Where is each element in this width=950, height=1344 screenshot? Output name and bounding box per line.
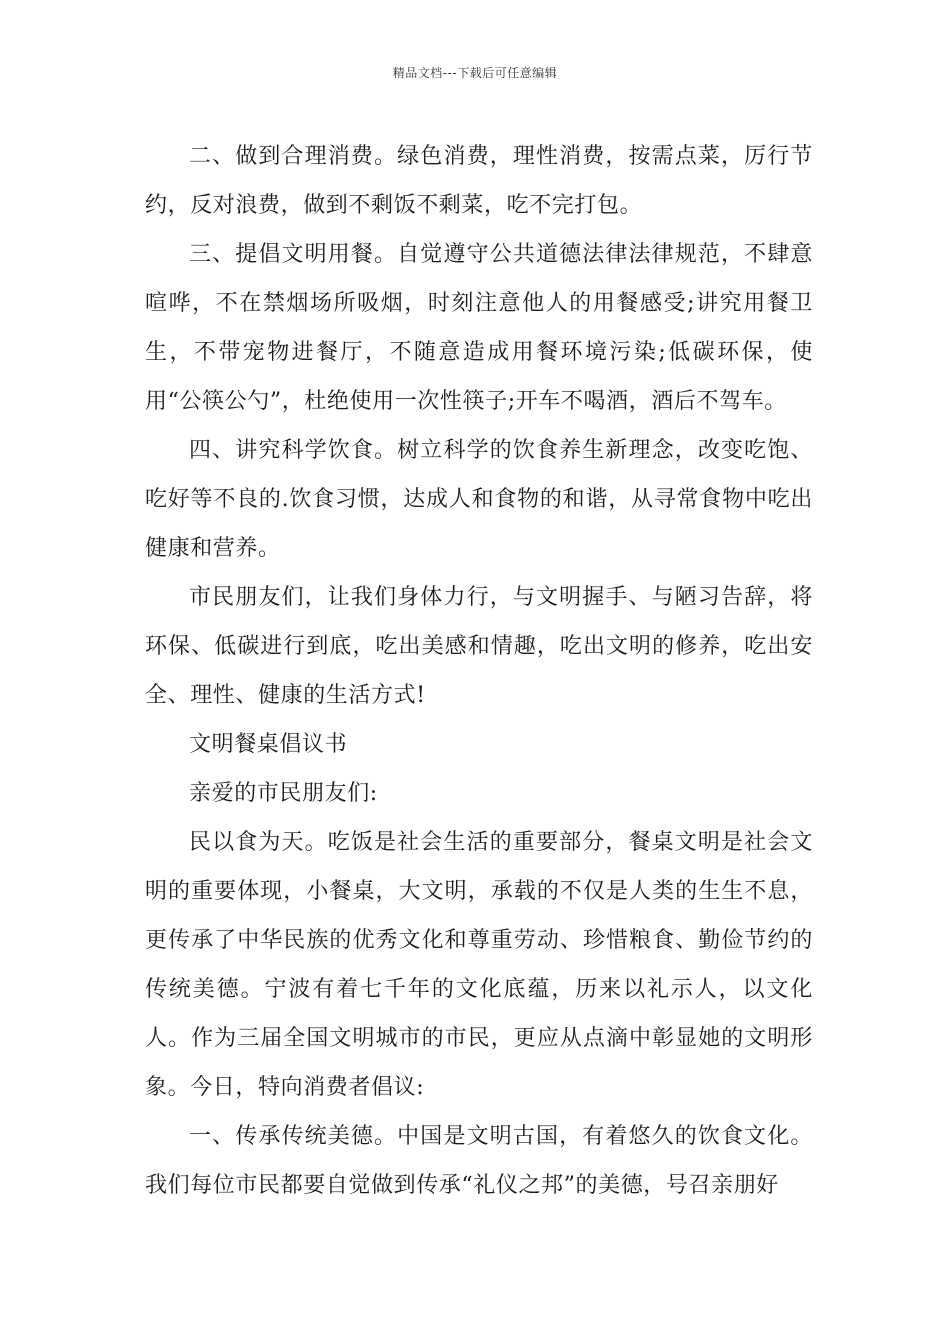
salutation: 亲爱的市民朋友们: — [189, 781, 378, 806]
paragraph-closing-call: 市民朋友们，让我们身体力行，与文明握手、与陋习告辞，将环保、低碳进行到底，吃出美感和情趣，吃出文明的修养，吃出安全、理性、健康的生活方式! — [145, 585, 813, 708]
paragraph-consumption: 二、做到合理消费。绿色消费，理性消费，按需点菜，厉行节约，反对浪费，做到不剩饭不剩菜，吃不完打包。 — [145, 144, 813, 218]
document-body — [145, 132, 813, 1210]
paragraph-introduction: 民以食为天。吃饭是社会生活的重要部分，餐桌文明是社会文明的重要体现，小餐桌，大文明，承载的不仅是人类的生生不息，更传承了中华民族的优秀文化和尊重劳动、珍惜粮食、勤俭节约的传统美德。宁波有着七千年的文化底蕴，历来以礼示人，以文化人。作为三届全国文明城市的市民，更应从点滴中彰显她的文明形象。今日，特向消费者倡议: — [145, 830, 813, 1100]
paragraph-tradition: 一、传承传统美德。中国是文明古国，有着悠久的饮食文化。我们每位市民都要自觉做到传承“礼仪之邦”的美德，号召亲朋好 — [145, 1124, 813, 1198]
page-header-note: 精品文档---下载后可任意编辑 — [392, 66, 558, 80]
paragraph-dining-manners: 三、提倡文明用餐。自觉遵守公共道德法律法律规范，不肆意喧哗，不在禁烟场所吸烟，时刻注意他人的用餐感受;讲究用餐卫生，不带宠物进餐厅，不随意造成用餐环境污染;低碳环保，使用“公筷公勺”，杜绝使用一次性筷子;开车不喝酒，酒后不驾车。 — [145, 242, 813, 414]
paragraph-scientific-diet: 四、讲究科学饮食。树立科学的饮食养生新理念，改变吃饱、吃好等不良的.饮食习惯，达成人和食物的和谐，从寻常食物中吃出健康和营养。 — [145, 438, 813, 561]
section-title: 文明餐桌倡议书 — [189, 732, 348, 757]
